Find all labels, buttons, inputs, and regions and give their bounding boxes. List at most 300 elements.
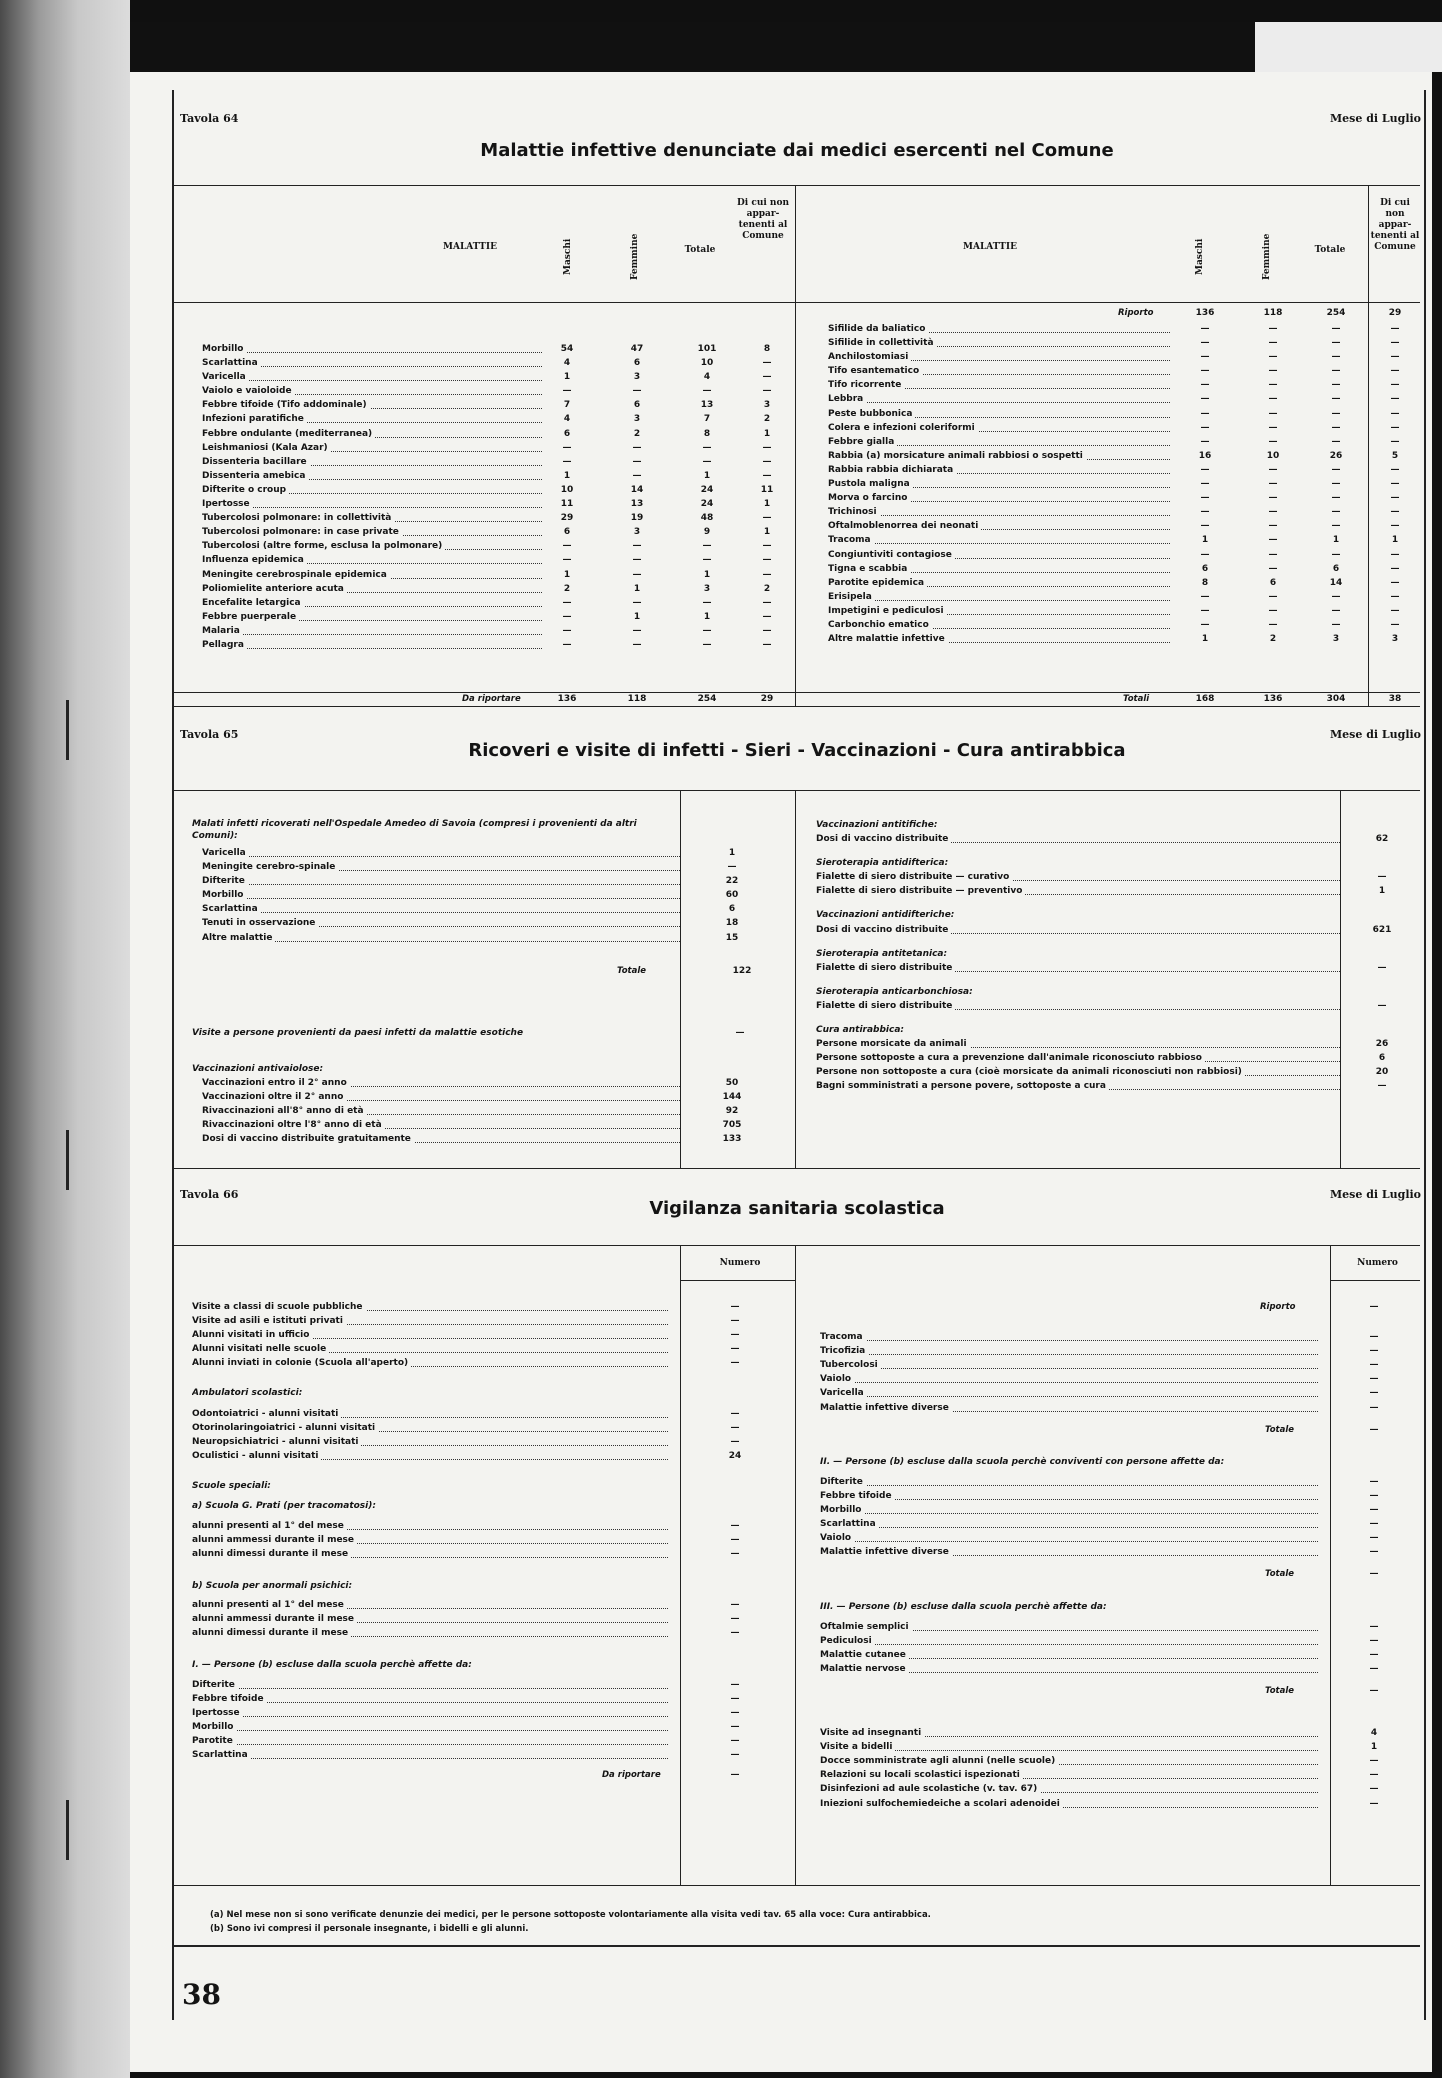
row-value: — — [730, 1535, 740, 1546]
row-value: 24 — [700, 499, 714, 510]
t64-left-total-label: Da riportare — [462, 694, 521, 704]
row-value: — — [1390, 408, 1400, 419]
spacer — [820, 1582, 1418, 1600]
riporto-row — [820, 1300, 1418, 1314]
row-label — [828, 604, 947, 618]
table-row — [202, 860, 770, 874]
t64-col-totale: Totale — [684, 245, 716, 255]
row-value: 1 — [763, 499, 771, 510]
row-label-text: Impetigini e pediculosi — [828, 606, 947, 616]
row-label — [192, 1519, 347, 1533]
row-value: — — [1200, 521, 1210, 532]
row-label-text: Rabbia rabbia dichiarata — [828, 465, 956, 475]
table-row — [828, 421, 1420, 435]
table-row — [820, 1620, 1418, 1634]
dot-leader — [820, 1396, 1318, 1397]
section-heading: b) Scuola per anormali psichici: — [192, 1581, 353, 1592]
section-heading: a) Scuola G. Prati (per tracomatosi): — [192, 1501, 376, 1512]
row-value: — — [1369, 1346, 1379, 1357]
row-label — [192, 1421, 378, 1435]
row-value: — — [1331, 436, 1341, 447]
dot-leader — [820, 1340, 1318, 1341]
spacer — [820, 1437, 1418, 1455]
row-value: — — [762, 372, 772, 383]
row-label-text: alunni ammessi durante il mese — [192, 1614, 357, 1624]
t65-left-total-label: Totale — [617, 966, 647, 976]
row-label-text: Alunni visitati in ufficio — [192, 1330, 312, 1340]
row-label-text: Leishmaniosi (Kala Azar) — [202, 443, 331, 453]
t66-col-numero-right: Numero — [1357, 1258, 1398, 1268]
row-label — [202, 455, 310, 469]
total-value: — — [1369, 1569, 1379, 1580]
row-label — [828, 407, 915, 421]
row-value: — — [730, 1422, 740, 1433]
row-label — [202, 874, 248, 888]
row-label-text: Fialette di siero distribuite — curativo — [816, 872, 1012, 882]
row-label-text: Pustola maligna — [828, 479, 913, 489]
table-row — [828, 618, 1420, 632]
row-value: — — [762, 386, 772, 397]
row-label-text: Ipertosse — [192, 1708, 243, 1718]
row-label-text: Varicella — [820, 1388, 867, 1398]
dot-leader — [820, 1382, 1318, 1383]
left-total-value: — — [730, 1770, 740, 1781]
row-value: 1 — [1378, 886, 1386, 897]
t65-month: Mese di Luglio — [1330, 728, 1422, 741]
row-value: 144 — [722, 1092, 742, 1103]
row-label-text: Neuropsichiatrici - alunni visitati — [192, 1437, 361, 1447]
bottom-rule — [174, 1945, 1420, 1947]
row-label — [202, 902, 261, 916]
row-value: — — [1268, 464, 1278, 475]
table-row — [202, 412, 792, 426]
row-value: — — [1390, 338, 1400, 349]
section-heading: Sieroterapia antidifterica: — [816, 858, 949, 869]
t64-month: Mese di Luglio — [1330, 112, 1422, 125]
row-label-text: Dosi di vaccino distribuite — [816, 834, 951, 844]
row-label — [828, 519, 981, 533]
t66-title: Vigilanza sanitaria scolastica — [649, 1198, 945, 1219]
row-label — [202, 398, 370, 412]
row-label — [192, 1692, 267, 1706]
row-value: — — [1369, 1476, 1379, 1487]
row-value: — — [1369, 1505, 1379, 1516]
row-label — [192, 1435, 361, 1449]
row-value: — — [562, 456, 572, 467]
row-label — [828, 435, 897, 449]
total-label: Totale — [1265, 1569, 1295, 1580]
row-value: 1 — [703, 611, 711, 622]
row-label — [816, 1079, 1109, 1093]
row-label-text: Rabbia (a) morsicature animali rabbiosi o sospetti — [828, 451, 1086, 461]
row-label — [816, 1051, 1205, 1065]
dot-leader — [202, 856, 680, 857]
row-label — [820, 1768, 1023, 1782]
row-label — [202, 860, 338, 874]
t64-col-dicui: Di cui non appar- tenenti al Comune — [736, 198, 790, 241]
row-value: — — [1390, 479, 1400, 490]
row-value: — — [1390, 563, 1400, 574]
row-label-text: Difterite — [202, 876, 248, 886]
row-value: — — [702, 555, 712, 566]
table-row — [820, 1782, 1418, 1796]
dot-leader — [820, 1527, 1318, 1528]
table-row — [192, 1342, 778, 1356]
table-row — [192, 1547, 778, 1561]
section-heading: Ambulatori scolastici: — [192, 1388, 303, 1399]
t64-left-total-row — [202, 692, 792, 706]
row-value: 24 — [728, 1450, 742, 1461]
row-label-text: Pediculosi — [820, 1636, 875, 1646]
row-value: — — [632, 569, 642, 580]
table-row — [828, 336, 1420, 350]
t66-rule — [1330, 1280, 1420, 1281]
row-label-text: Otorinolaringoiatrici - alunni visitati — [192, 1423, 378, 1433]
dot-leader — [820, 1485, 1318, 1486]
row-value: — — [632, 597, 642, 608]
row-label — [192, 1678, 238, 1692]
scan-shadow-left — [0, 0, 130, 2078]
t66-label: Tavola 66 — [180, 1188, 239, 1201]
t64-riporto-row — [828, 306, 1420, 320]
row-label — [828, 505, 880, 519]
table-row — [820, 1726, 1418, 1740]
table-row — [816, 884, 1420, 898]
table-row — [202, 1104, 770, 1118]
table-row — [192, 1435, 778, 1449]
row-value: — — [1268, 394, 1278, 405]
row-value: 133 — [722, 1134, 742, 1145]
row-value: 13 — [630, 499, 644, 510]
row-label — [202, 370, 249, 384]
section-heading: II. — Persone (b) escluse dalla scuola perchè conviventi con persone affette da: — [820, 1456, 1225, 1467]
row-value: — — [1331, 422, 1341, 433]
row-label-text: Scarlattina — [820, 1519, 879, 1529]
row-label-text: Dosi di vaccino distribuite gratuitamente — [202, 1134, 414, 1144]
row-value: 2 — [1269, 634, 1277, 645]
row-value: — — [730, 1408, 740, 1419]
row-label-text: Altre malattie infettive — [828, 634, 948, 644]
spacer — [820, 1559, 1418, 1567]
row-label — [828, 590, 875, 604]
row-label — [820, 1797, 1063, 1811]
table-row — [820, 1386, 1418, 1400]
row-value: 6 — [633, 358, 641, 369]
row-value: — — [1390, 394, 1400, 405]
row-value: — — [1331, 408, 1341, 419]
row-label-text: Febbre tifoide — [192, 1694, 267, 1704]
row-label-text: Scarlattina — [202, 358, 261, 368]
row-label-text: Fialette di siero distribuite — [816, 963, 955, 973]
table-row — [202, 553, 792, 567]
row-label-text: alunni dimessi durante il mese — [192, 1628, 351, 1638]
row-value: — — [562, 386, 572, 397]
row-label — [202, 539, 445, 553]
table-row — [202, 398, 792, 412]
row-value: 11 — [560, 499, 574, 510]
row-label-text: Congiuntiviti contagiose — [828, 550, 955, 560]
row-value: 7 — [703, 414, 711, 425]
row-value: 4 — [1370, 1728, 1378, 1739]
t66-right-rows — [820, 1300, 1418, 1811]
spacer — [192, 1640, 778, 1658]
row-value: 14 — [630, 484, 644, 495]
row-value: 4 — [563, 414, 571, 425]
dot-leader — [828, 543, 1170, 544]
spacer — [816, 975, 1420, 985]
row-label-text: Ipertosse — [202, 499, 253, 509]
row-label — [828, 491, 910, 505]
t64-right-total-maschi: 168 — [1195, 694, 1215, 704]
dot-leader — [192, 1688, 668, 1689]
row-label-text: Tigna e scabbia — [828, 564, 910, 574]
row-value: 1 — [703, 470, 711, 481]
row-value: 6 — [1269, 577, 1277, 588]
dot-leader — [820, 1541, 1318, 1542]
row-value: — — [1200, 605, 1210, 616]
row-label-text: Oculistici - alunni visitati — [192, 1451, 321, 1461]
row-value: 22 — [725, 876, 739, 887]
total-value: — — [1369, 1424, 1379, 1435]
row-value: — — [562, 555, 572, 566]
spacer — [816, 937, 1420, 947]
t64-rule — [174, 185, 1420, 186]
row-label — [820, 1401, 952, 1415]
table-row — [202, 931, 770, 945]
row-value: — — [762, 470, 772, 481]
t65-vacc-heading: Vaccinazioni antivaiolose: — [192, 1064, 324, 1074]
row-label — [820, 1344, 868, 1358]
row-value: — — [1200, 493, 1210, 504]
table-row — [202, 1076, 770, 1090]
row-label — [816, 999, 955, 1013]
row-value: 3 — [763, 400, 771, 411]
row-value: — — [632, 555, 642, 566]
row-label — [202, 1132, 414, 1146]
table-row — [828, 576, 1420, 590]
t65-title: Ricoveri e visite di infetti - Sieri - Vaccinazioni - Cura antirabbica — [468, 740, 1126, 761]
table-row — [820, 1401, 1418, 1415]
dot-leader — [192, 1730, 668, 1731]
row-value: — — [762, 639, 772, 650]
t65-visite-label: Visite a persone provenienti da paesi infetti da malattie esotiche — [192, 1028, 524, 1038]
row-label — [192, 1598, 347, 1612]
row-value: — — [1268, 549, 1278, 560]
row-label-text: Febbre puerperale — [202, 612, 299, 622]
table-row — [192, 1519, 778, 1533]
row-value: — — [1369, 1332, 1379, 1343]
row-value: 6 — [633, 400, 641, 411]
row-label-text: Vaiolo — [820, 1374, 854, 1384]
row-value: 3 — [1391, 634, 1399, 645]
row-label — [202, 497, 253, 511]
row-value: 9 — [703, 527, 711, 538]
total-row — [820, 1423, 1418, 1437]
total-value: — — [1369, 1685, 1379, 1696]
row-value: 7 — [563, 400, 571, 411]
row-value: 1 — [1370, 1742, 1378, 1753]
row-label — [820, 1634, 875, 1648]
row-value: — — [1390, 366, 1400, 377]
table-row — [820, 1358, 1418, 1372]
row-value: — — [1377, 1000, 1387, 1011]
dot-leader — [820, 1354, 1318, 1355]
section-heading: III. — Persone (b) escluse dalla scuola perchè affette da: — [820, 1601, 1107, 1612]
t64-left-total-femmine: 118 — [627, 694, 647, 704]
row-value: 1 — [563, 569, 571, 580]
row-label — [820, 1782, 1040, 1796]
table-row — [202, 624, 792, 638]
row-value: — — [632, 639, 642, 650]
row-label-text: Parotite — [192, 1736, 236, 1746]
table-row — [202, 1118, 770, 1132]
row-label — [816, 961, 955, 975]
table-row — [202, 902, 770, 916]
row-label — [816, 832, 951, 846]
row-label-text: Tubercolosi polmonare: in collettività — [202, 513, 394, 523]
row-label — [202, 1090, 346, 1104]
row-label — [202, 384, 295, 398]
row-value: — — [1200, 394, 1210, 405]
binding-mark — [66, 700, 69, 760]
row-label — [828, 378, 904, 392]
table-row — [820, 1517, 1418, 1531]
row-value: — — [562, 625, 572, 636]
row-label — [820, 1754, 1058, 1768]
row-value: 3 — [633, 527, 641, 538]
table-row — [816, 870, 1420, 884]
row-label-text: Oftalmoblenorrea dei neonati — [828, 521, 981, 531]
row-value: — — [702, 386, 712, 397]
row-value: — — [1369, 1374, 1379, 1385]
t66-month: Mese di Luglio — [1330, 1188, 1422, 1201]
row-value: — — [562, 611, 572, 622]
row-value: — — [632, 625, 642, 636]
row-value: — — [702, 456, 712, 467]
t65-rule — [174, 790, 1420, 791]
row-label-text: Morbillo — [192, 1722, 236, 1732]
row-label-text: Alunni inviati in colonie (Scuola all'aperto) — [192, 1358, 411, 1368]
riporto-value: — — [1369, 1302, 1379, 1312]
row-value: — — [1200, 380, 1210, 391]
row-value: 6 — [728, 904, 736, 915]
section-heading: Sieroterapia anticarbonchiosa: — [816, 986, 973, 997]
row-label — [202, 624, 243, 638]
t66-col-numero: Numero — [719, 1258, 761, 1268]
riporto-label: Riporto — [1260, 1302, 1296, 1312]
row-value: — — [702, 625, 712, 636]
row-value: 2 — [633, 428, 641, 439]
row-value: 47 — [630, 344, 644, 354]
table-row — [828, 463, 1420, 477]
row-value: 1 — [563, 372, 571, 383]
row-value: 1 — [563, 470, 571, 481]
row-value: — — [762, 597, 772, 608]
dot-leader — [202, 634, 542, 635]
table-row — [820, 1475, 1418, 1489]
spacer — [820, 1676, 1418, 1684]
table-row — [202, 483, 792, 497]
dot-leader — [828, 402, 1170, 403]
row-label-text: alunni ammessi durante il mese — [192, 1535, 357, 1545]
row-label — [192, 1612, 357, 1626]
row-label — [828, 322, 928, 336]
row-label — [820, 1662, 909, 1676]
table-row — [820, 1531, 1418, 1545]
row-value: 621 — [1372, 924, 1392, 935]
dot-leader — [202, 884, 680, 885]
dot-leader — [820, 1368, 1318, 1369]
row-label-text: Peste bubbonica — [828, 409, 915, 419]
table-row — [202, 525, 792, 539]
row-value: — — [1331, 352, 1341, 363]
row-label-text: alunni presenti al 1° del mese — [192, 1600, 347, 1610]
row-value: — — [1200, 591, 1210, 602]
t64-right-total-label: Totali — [1123, 694, 1150, 704]
row-label — [192, 1734, 236, 1748]
row-label-text: Rivaccinazioni all'8° anno di età — [202, 1106, 367, 1116]
row-label-text: Tifo esantematico — [828, 366, 922, 376]
t64-divider — [795, 185, 796, 706]
section-heading: Vaccinazioni antidifteriche: — [816, 910, 955, 921]
scan-shadow-top — [0, 0, 1442, 22]
table-row — [202, 1090, 770, 1104]
row-label — [192, 1706, 243, 1720]
row-label — [202, 888, 246, 902]
table-row — [202, 455, 792, 469]
table-row — [192, 1734, 778, 1748]
table-row — [192, 1598, 778, 1612]
page-number: 38 — [182, 1978, 221, 2011]
row-label — [192, 1748, 251, 1762]
t64-right-rows — [828, 322, 1420, 646]
row-value: — — [1390, 380, 1400, 391]
row-value: — — [1390, 619, 1400, 630]
total-label: Totale — [1265, 1424, 1295, 1435]
row-value: — — [730, 1521, 740, 1532]
row-value: — — [1268, 324, 1278, 334]
table-row — [828, 533, 1420, 547]
row-value: — — [1377, 872, 1387, 883]
table-row — [192, 1449, 778, 1463]
row-value: — — [1390, 464, 1400, 475]
row-value: — — [1268, 563, 1278, 574]
table-row — [820, 1797, 1418, 1811]
table-row — [202, 610, 792, 624]
row-value: — — [1390, 352, 1400, 363]
row-value: — — [1268, 535, 1278, 546]
row-value: — — [762, 442, 772, 453]
t64-riporto-totale: 254 — [1326, 308, 1346, 318]
row-label — [202, 582, 347, 596]
row-value: — — [1268, 408, 1278, 419]
row-value: — — [1377, 962, 1387, 973]
spacer — [192, 1561, 778, 1579]
dot-leader — [202, 507, 542, 508]
table-row — [828, 562, 1420, 576]
row-value: — — [1369, 1388, 1379, 1399]
total-label: Totale — [1265, 1685, 1295, 1696]
row-label-text: Malaria — [202, 626, 243, 636]
t65-left-rows — [202, 846, 770, 945]
row-value: 26 — [1375, 1039, 1389, 1050]
row-value: — — [1331, 324, 1341, 334]
row-value: — — [1268, 338, 1278, 349]
row-value: — — [730, 1736, 740, 1747]
row-label — [828, 477, 913, 491]
row-value: 26 — [1329, 450, 1343, 461]
t64-left-total-maschi: 136 — [557, 694, 577, 704]
